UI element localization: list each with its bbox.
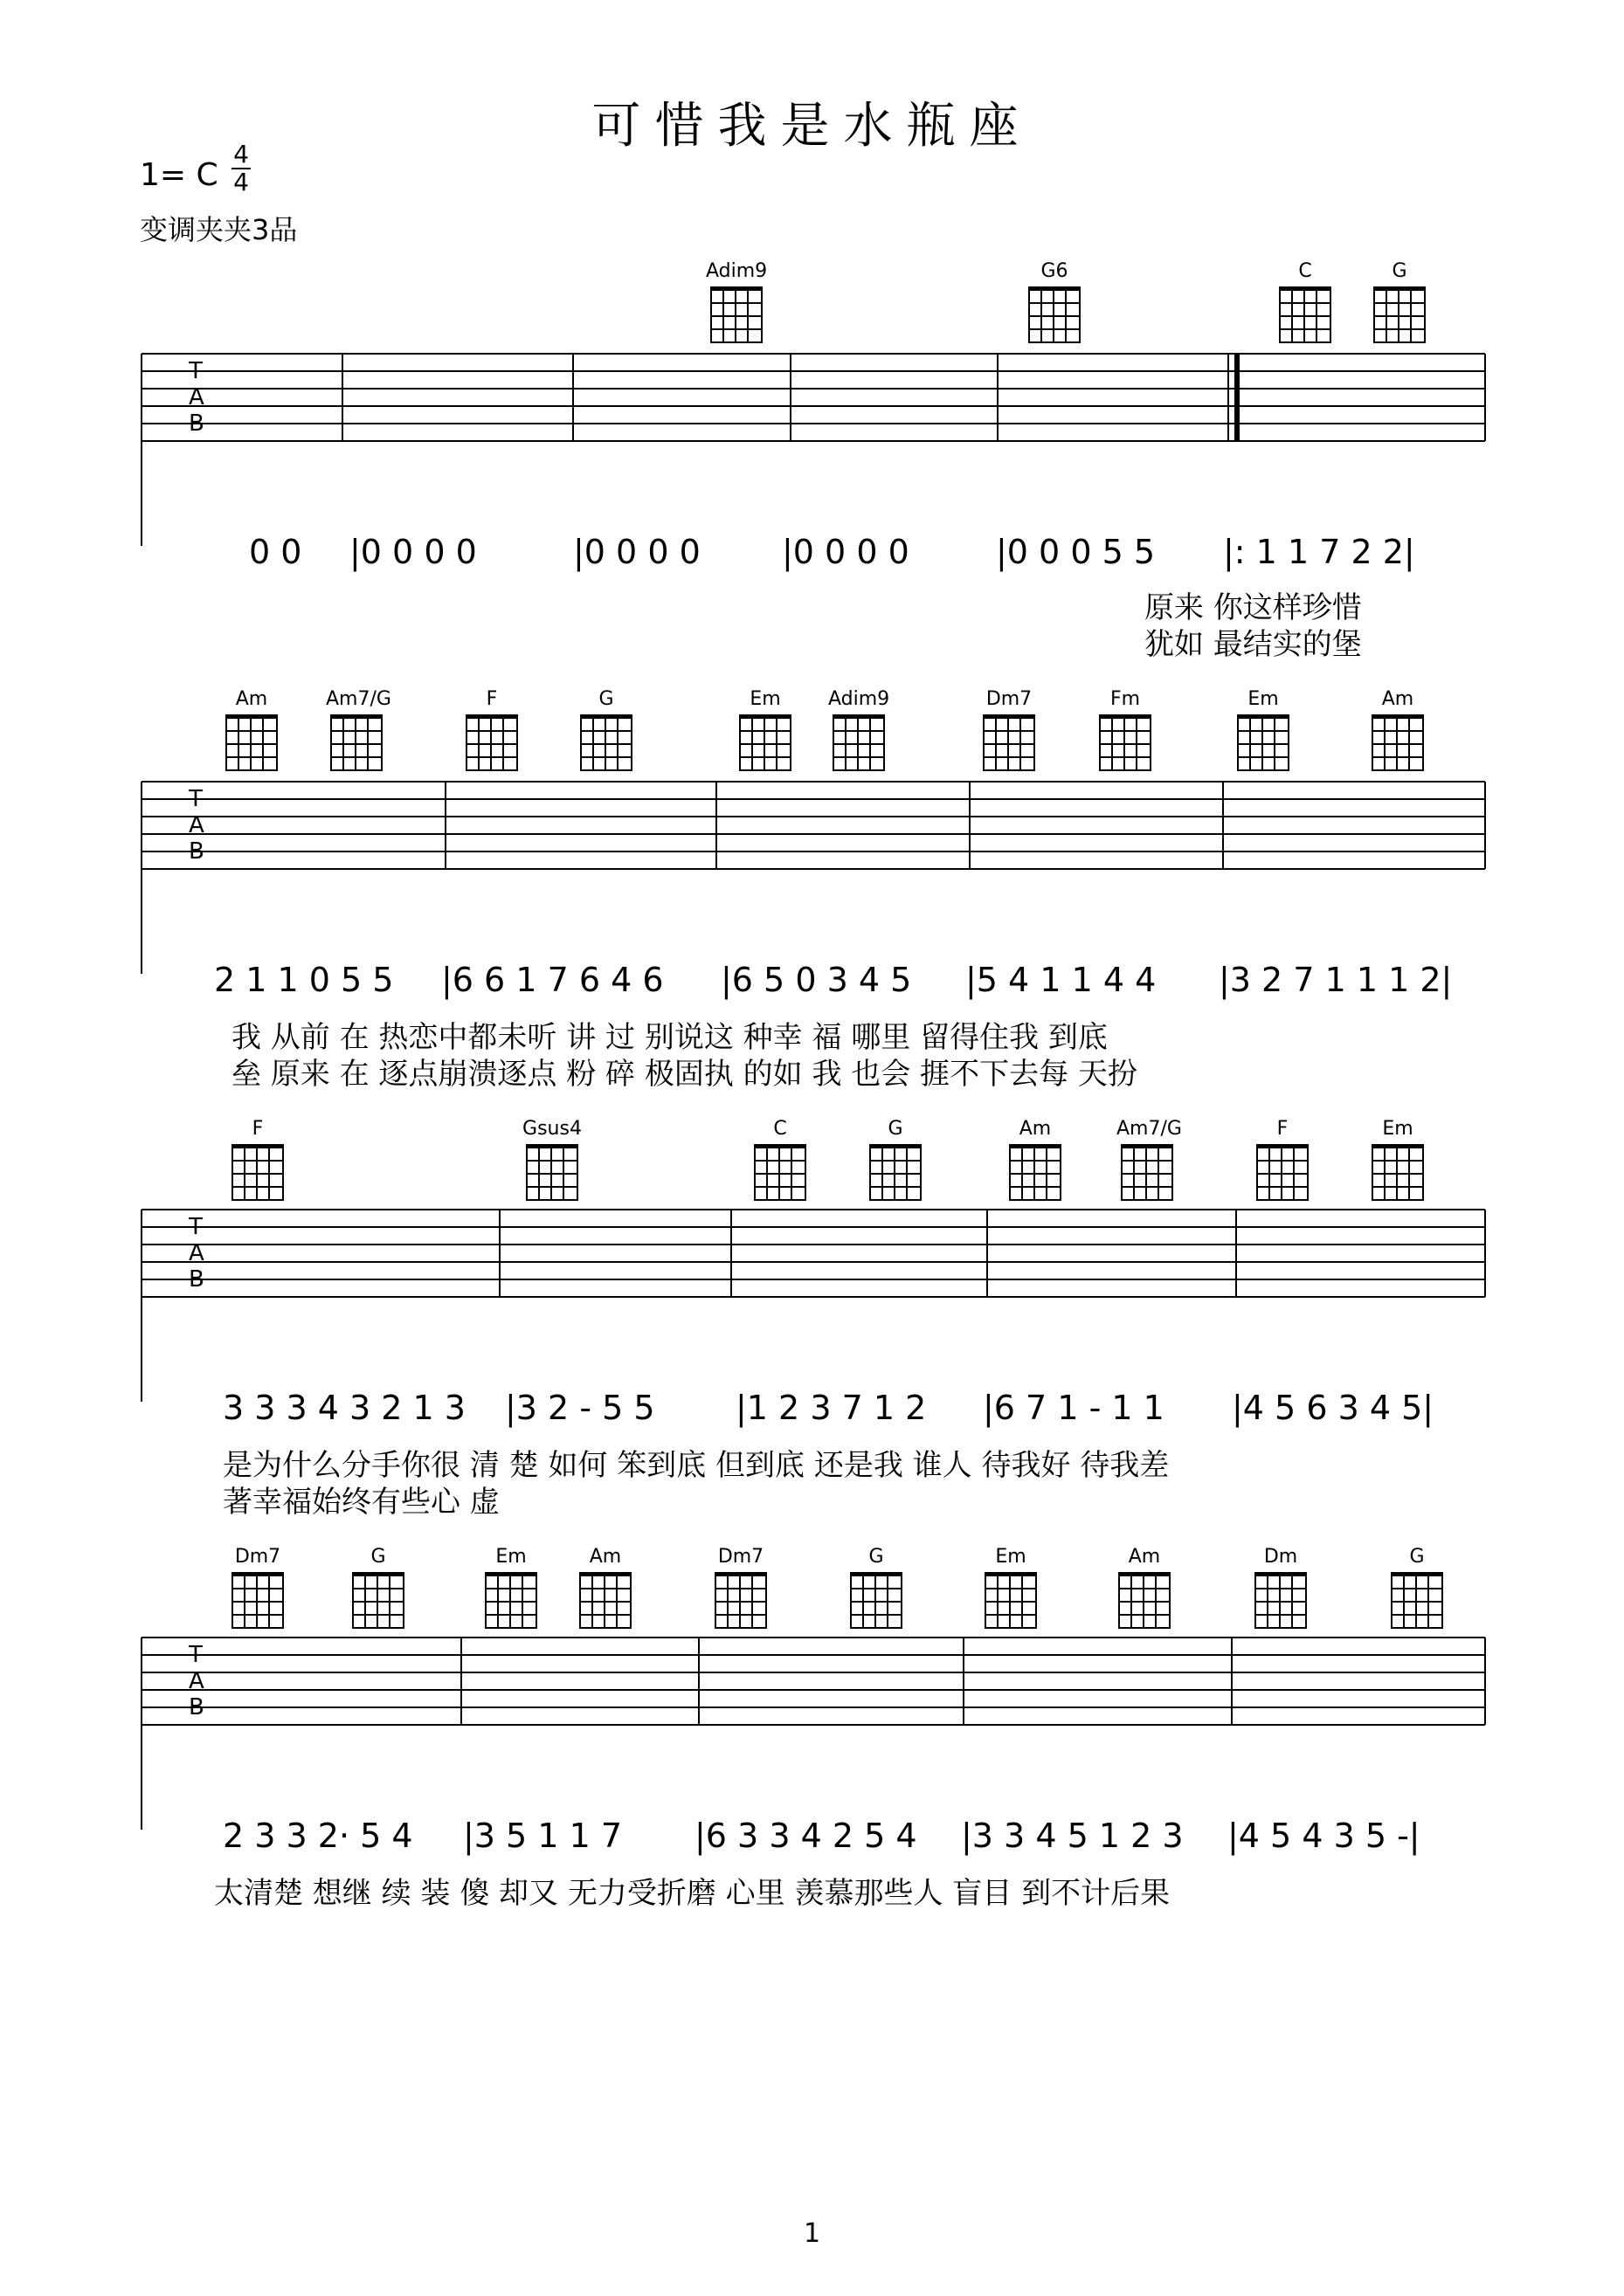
chord-diagram xyxy=(980,1546,1041,1629)
tab-label-b: B xyxy=(189,1694,204,1720)
chord-diagram xyxy=(461,688,522,771)
chord-name: Gsus4 xyxy=(522,1118,582,1140)
chord-diagram xyxy=(1005,1118,1066,1201)
fretboard-grid xyxy=(526,1144,578,1201)
lyrics-verse-1: 太清楚 想继 续 装 傻 却又 无力受折磨 心里 羡慕那些人 盲目 到不计后果 xyxy=(214,1876,1171,1911)
jianpu-line-2 xyxy=(0,961,1624,1013)
chord-diagram xyxy=(1250,1546,1311,1629)
chord-name: F xyxy=(252,1118,264,1140)
tab-label-a: A xyxy=(189,1240,204,1266)
chord-diagram xyxy=(227,1118,288,1201)
jianpu-measure: |1 2 3 7 1 2 xyxy=(736,1389,927,1427)
chord-name: Fm xyxy=(1109,688,1141,710)
fretboard-grid xyxy=(1372,1144,1424,1201)
chord-diagram xyxy=(1367,688,1428,771)
tab-staff-4 xyxy=(0,1629,1624,1830)
lyrics-verse-1: 原来 你这样珍惜 xyxy=(1144,590,1362,625)
fretboard-grid xyxy=(1099,714,1151,771)
chord-diagram xyxy=(575,1546,636,1629)
chord-name: Am xyxy=(589,1546,622,1568)
jianpu-measure: |6 6 1 7 6 4 6 xyxy=(441,961,664,999)
chord-diagram xyxy=(1367,1118,1428,1201)
key-signature: 1= C xyxy=(140,157,218,193)
jianpu-measure: |4 5 6 3 4 5| xyxy=(1232,1389,1434,1427)
chord-diagram xyxy=(978,688,1040,771)
tab-label-a: A xyxy=(189,1668,204,1694)
fretboard-grid xyxy=(869,1144,922,1201)
jianpu-measure: |0 0 0 0 xyxy=(573,533,701,571)
jianpu-measure: |3 3 4 5 1 2 3 xyxy=(961,1817,1184,1855)
chord-name: Adim9 xyxy=(706,260,768,282)
chord-diagram xyxy=(750,1118,811,1201)
tab-label-t: T xyxy=(189,1642,203,1668)
fretboard-grid xyxy=(1028,286,1081,343)
tab-label-t: T xyxy=(189,358,203,384)
fretboard-grid xyxy=(833,714,885,771)
fretboard-grid xyxy=(352,1572,404,1629)
tab-label-b: B xyxy=(189,410,204,437)
chord-name: Adim9 xyxy=(828,688,890,710)
fretboard-grid xyxy=(983,714,1035,771)
lyrics-verse-2: 垒 原来 在 逐点崩溃逐点 粉 碎 极固执 的如 我 也会 捱不下去每 天扮 xyxy=(232,1057,1137,1092)
fretboard-grid xyxy=(579,1572,632,1629)
chord-name: Am7/G xyxy=(326,688,391,710)
fretboard-grid xyxy=(1372,714,1424,771)
jianpu-line-1 xyxy=(0,533,1624,585)
chord-name: G xyxy=(868,1546,884,1568)
chord-name: G6 xyxy=(1040,260,1068,282)
chord-name: Dm xyxy=(1263,1546,1298,1568)
jianpu-measure: |: 1 1 7 2 2| xyxy=(1223,533,1415,571)
tab-label-a: A xyxy=(189,812,204,838)
tab-label-b: B xyxy=(189,1266,204,1293)
tab-staff-2 xyxy=(0,773,1624,974)
chord-diagram xyxy=(846,1546,907,1629)
chord-diagram xyxy=(710,1546,771,1629)
fretboard-grid xyxy=(466,714,518,771)
fretboard-grid xyxy=(232,1572,284,1629)
tab-staff-3 xyxy=(0,1201,1624,1402)
chord-diagram xyxy=(1114,1546,1175,1629)
lyrics-verse-2: 犹如 最结实的堡 xyxy=(1144,627,1362,662)
chord-diagram xyxy=(1233,688,1294,771)
chord-diagram xyxy=(1386,1546,1448,1629)
jianpu-measure: |6 7 1 - 1 1 xyxy=(983,1389,1164,1427)
fretboard-grid xyxy=(1121,1144,1173,1201)
fretboard-grid xyxy=(1373,286,1426,343)
chord-name: Dm7 xyxy=(985,688,1033,710)
fretboard-grid xyxy=(985,1572,1037,1629)
fretboard-grid xyxy=(330,714,383,771)
chord-name: Am xyxy=(1381,688,1414,710)
jianpu-measure: 2 1 1 0 5 5 xyxy=(214,961,394,999)
jianpu-measure: |6 5 0 3 4 5 xyxy=(721,961,912,999)
chord-diagram xyxy=(706,260,767,343)
chord-diagram xyxy=(576,688,637,771)
chord-name: G xyxy=(370,1546,386,1568)
chord-diagram xyxy=(735,688,796,771)
fretboard-grid xyxy=(225,714,278,771)
jianpu-measure: |3 2 - 5 5 xyxy=(505,1389,655,1427)
chord-name: C xyxy=(773,1118,787,1140)
chord-diagram xyxy=(221,688,282,771)
fretboard-grid xyxy=(1279,286,1331,343)
fretboard-grid xyxy=(232,1144,284,1201)
fretboard-grid xyxy=(1237,714,1289,771)
song-title: 可惜我是水瓶座 xyxy=(591,98,1033,155)
chord-diagram xyxy=(480,1546,542,1629)
chord-name: Em xyxy=(750,688,781,710)
fretboard-grid xyxy=(1391,1572,1443,1629)
tab-label-a: A xyxy=(189,384,204,410)
jianpu-measure: |0 0 0 0 xyxy=(349,533,477,571)
jianpu-line-3 xyxy=(0,1389,1624,1441)
lyrics-verse-2: 著幸福始终有些心 虚 xyxy=(223,1485,500,1520)
chord-name: G xyxy=(888,1118,903,1140)
jianpu-measure: |3 5 1 1 7 xyxy=(463,1817,623,1855)
fretboard-grid xyxy=(1256,1144,1309,1201)
chord-name: Em xyxy=(995,1546,1026,1568)
chord-diagram xyxy=(1024,260,1085,343)
chord-name: Dm7 xyxy=(234,1546,281,1568)
fretboard-grid xyxy=(580,714,632,771)
chord-diagram xyxy=(227,1546,288,1629)
chord-diagram xyxy=(1275,260,1336,343)
chord-name: Em xyxy=(1247,688,1279,710)
jianpu-measure: 0 0 xyxy=(249,533,302,571)
chord-name: F xyxy=(486,688,498,710)
chord-name: G xyxy=(1409,1546,1425,1568)
tab-label-t: T xyxy=(189,786,203,812)
time-signature-bottom: 4 xyxy=(233,168,249,197)
jianpu-measure: |4 5 4 3 5 -| xyxy=(1227,1817,1420,1855)
fretboard-grid xyxy=(715,1572,767,1629)
lyrics-verse-1: 我 从前 在 热恋中都未听 讲 过 别说这 种幸 福 哪里 留得住我 到底 xyxy=(232,1020,1108,1055)
jianpu-measure: |0 0 0 5 5 xyxy=(996,533,1156,571)
chord-diagram xyxy=(348,1546,409,1629)
chord-diagram xyxy=(865,1118,926,1201)
jianpu-measure: |0 0 0 0 xyxy=(782,533,909,571)
chord-name: Am xyxy=(235,688,268,710)
chord-name: Em xyxy=(1382,1118,1413,1140)
chord-diagram xyxy=(326,688,391,771)
fretboard-grid xyxy=(739,714,791,771)
jianpu-measure: 3 3 3 4 3 2 1 3 xyxy=(223,1389,466,1427)
page-number: 1 xyxy=(803,2218,821,2249)
tab-staff-1 xyxy=(0,345,1624,546)
jianpu-measure: |3 2 7 1 1 1 2| xyxy=(1219,961,1453,999)
lyrics-verse-1: 是为什么分手你很 清 楚 如何 笨到底 但到底 还是我 谁人 待我好 待我差 xyxy=(223,1448,1170,1483)
chord-diagram xyxy=(828,688,889,771)
chord-diagram xyxy=(1369,260,1430,343)
chord-diagram xyxy=(1116,1118,1182,1201)
jianpu-measure: |5 4 1 1 4 4 xyxy=(965,961,1157,999)
capo-note: 变调夹夹3品 xyxy=(140,213,298,246)
jianpu-measure: |6 3 3 4 2 5 4 xyxy=(695,1817,917,1855)
chord-name: F xyxy=(1276,1118,1289,1140)
fretboard-grid xyxy=(1009,1144,1061,1201)
fretboard-grid xyxy=(1254,1572,1307,1629)
tab-label-t: T xyxy=(189,1214,203,1240)
fretboard-grid xyxy=(710,286,763,343)
chord-name: G xyxy=(598,688,614,710)
jianpu-line-4 xyxy=(0,1817,1624,1869)
chord-name: Am xyxy=(1019,1118,1052,1140)
fretboard-grid xyxy=(850,1572,902,1629)
time-signature xyxy=(232,141,251,196)
tab-label-b: B xyxy=(189,838,204,865)
jianpu-measure: 2 3 3 2· 5 4 xyxy=(223,1817,413,1855)
chord-diagram xyxy=(522,1118,583,1201)
chord-name: Am7/G xyxy=(1116,1118,1182,1140)
chord-diagram xyxy=(1252,1118,1313,1201)
chord-name: Am xyxy=(1128,1546,1161,1568)
fretboard-grid xyxy=(754,1144,806,1201)
fretboard-grid xyxy=(485,1572,537,1629)
chord-name: Dm7 xyxy=(717,1546,764,1568)
time-signature-top: 4 xyxy=(233,140,249,169)
fretboard-grid xyxy=(1118,1572,1171,1629)
chord-name: Em xyxy=(495,1546,527,1568)
chord-diagram xyxy=(1095,688,1156,771)
chord-name: C xyxy=(1298,260,1312,282)
chord-name: G xyxy=(1392,260,1407,282)
